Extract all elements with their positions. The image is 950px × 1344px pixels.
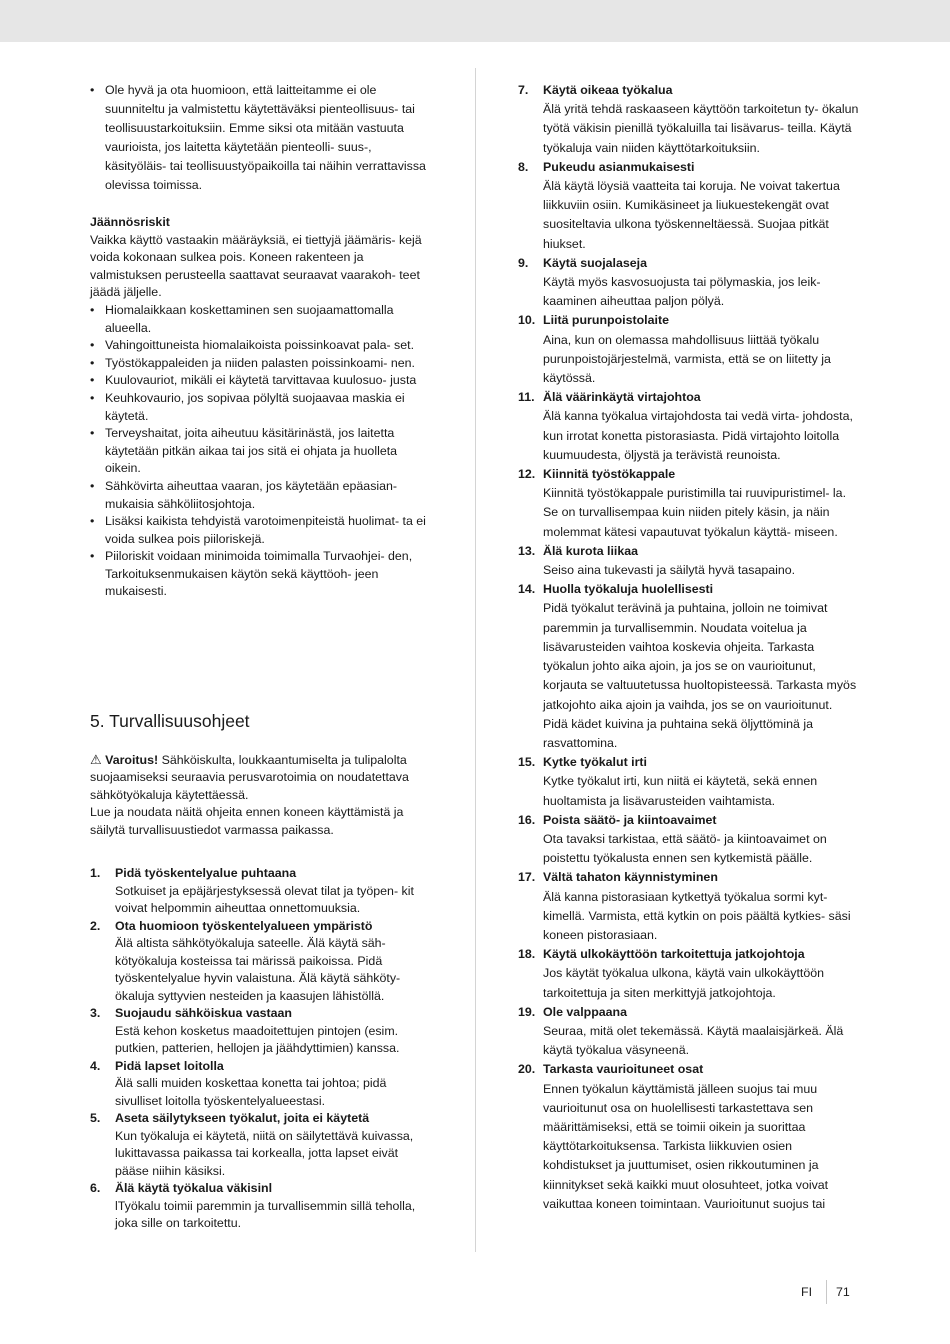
footer-language: FI	[801, 1285, 813, 1299]
rule-text: Älä yritä tehdä raskaaseen käyttöön tarkoitetun ty- ökalun työtä väkisin pienillä työkaluilla tai lisävarus- teilla. Käytä työkaluja vain niiden käyttötarkoituksiin.	[543, 102, 859, 155]
list-item	[518, 254, 860, 312]
rule-title: Tarkasta vaurioituneet osat	[543, 1062, 704, 1077]
warning-block	[90, 751, 430, 839]
warning-label: Varoitus!	[105, 753, 159, 767]
rule-title: Ota huomioon työskentelyalueen ympäristö	[115, 918, 373, 933]
rule-title: Kiinnitä työstökappale	[543, 467, 676, 482]
list-item	[90, 1005, 430, 1058]
rule-title: Pukeudu asianmukaisesti	[543, 159, 695, 174]
list-item	[518, 753, 860, 811]
list-item	[518, 1003, 860, 1061]
list-item	[518, 1060, 860, 1214]
list-item	[518, 388, 860, 465]
list-item: • Ole hyvä ja ota huomioon, että laitteitamme ei ole suunniteltu ja valmistettu käytettäväksi pienteollisuus- tai teollisuustarkoituksiin. Emme siksi ota mitään vastuuta vaurioista, jos laitetta käytetään pienteolli- suus-, käsityöläis- tai teollisuustyöpaikoilla tai näihin verrattavissa olevissa toimissa.	[90, 81, 430, 196]
rule-text: Kiinnitä työstökappale puristimilla tai ruuvipuristimel- la. Se on turvallisempaa kuin niiden pitely käsin, ja näin molemmat kätesi vapautuvat työkalun käyttä- miseen.	[543, 486, 847, 539]
intro-bullet-list	[90, 81, 430, 196]
rule-number: 18.	[518, 947, 536, 962]
rule-title: Älä käytä työkalua väkisinl	[115, 1181, 273, 1195]
rule-number: 16.	[518, 812, 536, 827]
page-number: 71	[836, 1285, 850, 1299]
list-item: • Piiloriskit voidaan minimoida toimimalla Turvaohjei- den, Tarkoituksenmukaisen käytön sekä käyttöoh- jeen mukaisesti.	[90, 548, 430, 601]
rule-title: Poista säätö- ja kiintoavaimet	[543, 812, 717, 827]
top-bar	[0, 0, 950, 42]
intro-text	[90, 81, 430, 196]
rule-number: 2.	[90, 918, 101, 933]
rule-number: 11.	[518, 390, 535, 405]
footer-separator	[826, 1280, 827, 1304]
list-item	[90, 1058, 430, 1111]
list-item	[518, 81, 860, 158]
list-item: • Kuulovauriot, mikäli ei käytetä tarvittavaa kuulosuo- justa	[90, 372, 430, 390]
rule-number: 6.	[90, 1181, 101, 1195]
list-item: • Vahingoittuneista hiomalaikoista poissinkoavat pala- set.	[90, 337, 430, 355]
rule-text: Aina, kun on olemassa mahdollisuus liittää työkalu purunpoistojärjestelmä, varmista, että se on liitetty ja käytössä.	[543, 332, 831, 386]
rule-text: Sotkuiset ja epäjärjestyksessä olevat tilat ja työpen- kit voivat helpommin aiheuttaa onnettomuuksia.	[115, 883, 414, 915]
rule-title: Pidä työskentelyalue puhtaana	[115, 866, 297, 880]
rule-number: 15.	[518, 755, 536, 770]
rule-number: 8.	[518, 159, 529, 174]
list-item	[518, 542, 860, 580]
rule-text: Älä kanna pistorasiaan kytkettyä työkalua sormi kyt- kimellä. Varmista, että kytkin on pois päältä kytkies- säsi koneen pistorasiaan.	[543, 889, 851, 942]
rule-text: Älä salli muiden koskettaa konetta tai johtoa; pidä sivulliset loitolla työskentelyalueestasi.	[115, 1076, 387, 1108]
rule-number: 17.	[518, 870, 536, 885]
rule-text: lTyökalu toimii paremmin ja turvallisemmin sillä teholla, joka sille on tarkoitettu.	[115, 1198, 416, 1230]
rule-number: 1.	[90, 866, 101, 880]
list-item	[90, 1180, 430, 1233]
residual-heading: Jäännösriskit	[90, 215, 170, 229]
rule-number: 14.	[518, 582, 536, 597]
list-item: • Työstökappaleiden ja niiden palasten poissinkoami- nen.	[90, 355, 430, 373]
rule-number: 3.	[90, 1006, 101, 1020]
rule-text: Jos käytät työkalua ulkona, käytä vain ulkokäyttöön tarkoitettuja ja siten merkittyjä jatkojohtoja.	[543, 966, 825, 1000]
section-title: 5. Turvallisuusohjeet	[90, 711, 250, 731]
list-item	[518, 868, 860, 945]
rule-title: Älä kurota liikaa	[543, 543, 639, 558]
rule-text: Ennen työkalun käyttämistä jälleen suojus tai muu vaurioitunut osa on huolellisesti tarkastettava sen määrittämiseksi, että se toimii oikein ja suorittaa käyttötarkoituksensa. Tarkista liikkuvien osien kohdistukset ja juuttumiset, osien rikkoutuminen ja kiinnitykset sekä kaikki muut olosuhteet, jotka voivat vaikuttaa koneen toimintaan. Vaurioitunut suojus tai	[543, 1081, 829, 1211]
rule-number: 9.	[518, 255, 529, 270]
rule-number: 5.	[90, 1111, 101, 1125]
list-item	[90, 918, 430, 1006]
rule-title: Suojaudu sähköiskua vastaan	[115, 1006, 292, 1020]
rule-text: Seiso aina tukevasti ja säilytä hyvä tasapaino.	[543, 563, 796, 578]
rule-text: Käytä myös kasvosuojusta tai pölymaskia, jos leik- kaaminen aiheuttaa paljon pölyä.	[543, 275, 821, 309]
rule-number: 19.	[518, 1004, 536, 1019]
list-item	[90, 865, 430, 918]
rules-list-right	[518, 81, 860, 1214]
list-item	[90, 1110, 430, 1180]
list-item	[518, 311, 860, 388]
rule-title: Ole valppaana	[543, 1004, 628, 1019]
residual-list	[90, 302, 430, 601]
list-item: • Lisäksi kaikista tehdyistä varotoimenpiteistä huolimat- ta ei voida sulkea pois piiloriskejä.	[90, 513, 430, 548]
rule-number: 13.	[518, 543, 536, 558]
rule-number: 12.	[518, 467, 536, 482]
rule-number: 7.	[518, 83, 529, 97]
rule-title: Käytä ulkokäyttöön tarkoitettuja jatkojohtoja	[543, 947, 805, 962]
rule-number: 4.	[90, 1058, 101, 1073]
rule-title: Vältä tahaton käynnistyminen	[543, 870, 718, 885]
list-item	[518, 945, 860, 1003]
rule-text: Seuraa, mitä olet tekemässä. Käytä maalaisjärkeä. Älä käytä työkalua väsyneenä.	[543, 1023, 844, 1058]
rule-text: Älä kanna työkalua virtajohdosta tai vedä virta- johdosta, kun irrotat konetta pistorasiasta. Pidä virtajohto loitolla kuumuudesta, öljystä ja terävistä reunoista.	[543, 409, 853, 462]
rule-text: Kun työkaluja ei käytetä, niitä on säilytettävä kuivassa, lukittavassa paikassa tai korkealla, jotta lapset eivät pääse niihin käsiksi.	[115, 1128, 414, 1178]
list-item: • Sähkövirta aiheuttaa vaaran, jos käytetään epäasian- mukaisia sähköliitosjohtoja.	[90, 478, 430, 513]
list-item: • Hiomalaikkaan koskettaminen sen suojaamattomalla alueella.	[90, 302, 430, 337]
rule-title: Huolla työkaluja huolellisesti	[543, 582, 714, 597]
warning-triangle-icon: ⚠	[90, 752, 102, 767]
rule-text: Estä kehon kosketus maadoitettujen pintojen (esim. putkien, patterien, hellojen ja jäähdyttimien) kanssa.	[115, 1023, 400, 1055]
rule-number: 10.	[518, 313, 536, 328]
list-item	[518, 580, 860, 753]
rule-text: Pidä työkalut terävinä ja puhtaina, jolloin ne toimivat paremmin ja turvallisemmin. Noudata voitelua ja lisävarusteiden vaihtoa koskevia ohjeita. Tarkasta työkalun johto aika ajoin, ja jos se on vaurioitunut, korjauta se valtuutetussa huoltopisteessä. Tarkasta myös jatkojohto aika ajoin ja vaihda, jos se on vaurioitunut. Pidä kädet kuivina ja puhtaina sekä öljyttöminä ja rasvattomina.	[543, 601, 857, 750]
warning-text-2: Lue ja noudata näitä ohjeita ennen koneen käyttämistä ja säilytä turvallisuustiedot varmassa paikassa.	[90, 805, 404, 837]
rule-title: Liitä purunpoistolaite	[543, 313, 669, 328]
rule-title: Käytä suojalaseja	[543, 255, 648, 270]
rule-title: Älä väärinkäytä virtajohtoa	[543, 390, 701, 405]
residual-risks	[90, 214, 430, 601]
rule-text: Kytke työkalut irti, kun niitä ei käytetä, sekä ennen huoltamista ja lisävarusteiden vaihtamista.	[543, 774, 818, 808]
rule-number: 20.	[518, 1062, 536, 1077]
list-item	[518, 465, 860, 542]
list-item: • Terveyshaitat, joita aiheutuu käsitärinästä, jos laitetta käytetään pitkän aikaa tai jos sitä ei ohjata ja huolleta oikein.	[90, 425, 430, 478]
list-item	[518, 811, 860, 869]
column-divider	[475, 68, 476, 1252]
rule-title: Pidä lapset loitolla	[115, 1058, 224, 1073]
list-item: • Keuhkovaurio, jos sopivaa pölyltä suojaavaa maskia ei käytetä.	[90, 390, 430, 425]
rule-text: Ota tavaksi tarkistaa, että säätö- ja kiintoavaimet on poistettu työkalusta ennen sen kytkemistä päälle.	[543, 831, 827, 866]
rule-title: Käytä oikeaa työkalua	[543, 83, 673, 97]
residual-intro: Vaikka käyttö vastaakin määräyksiä, ei tiettyjä jäämäris- kejä voida kokonaan sulkea pois. Koneen rakenteen ja valmistuksen perusteella saattavat seuraavat vaarakoh- teet jäädä jäljelle.	[90, 232, 422, 300]
rule-text: Älä käytä löysiä vaatteita tai koruja. Ne voivat takertua liikkuviin osiin. Kumikäsineet ja liukuestekengät ovat suositeltavia ulkona työskenneltäessä. Suojaa pitkät hiukset.	[543, 179, 840, 251]
rule-title: Kytke työkalut irti	[543, 755, 647, 770]
list-item	[518, 158, 860, 254]
rule-title: Aseta säilytykseen työkalut, joita ei käytetä	[115, 1111, 370, 1125]
rules-list-left	[90, 865, 430, 1233]
rule-text: Älä altista sähkötyökaluja sateelle. Älä käytä säh- kötyökaluja kosteissa tai märissä paikoissa. Pidä työskentelyalue hyvin valaistuna. Älä käytä sähköty- ökaluja syttyvien nesteiden ja kaasujen lähistöllä.	[115, 936, 401, 1003]
warning-text: Sähköiskulta, loukkaantumiselta ja tulipalolta suojaamiseksi seuraavia perusvarotoimia on noudatettava sähkötyökaluja käytettäessä.	[90, 753, 409, 802]
